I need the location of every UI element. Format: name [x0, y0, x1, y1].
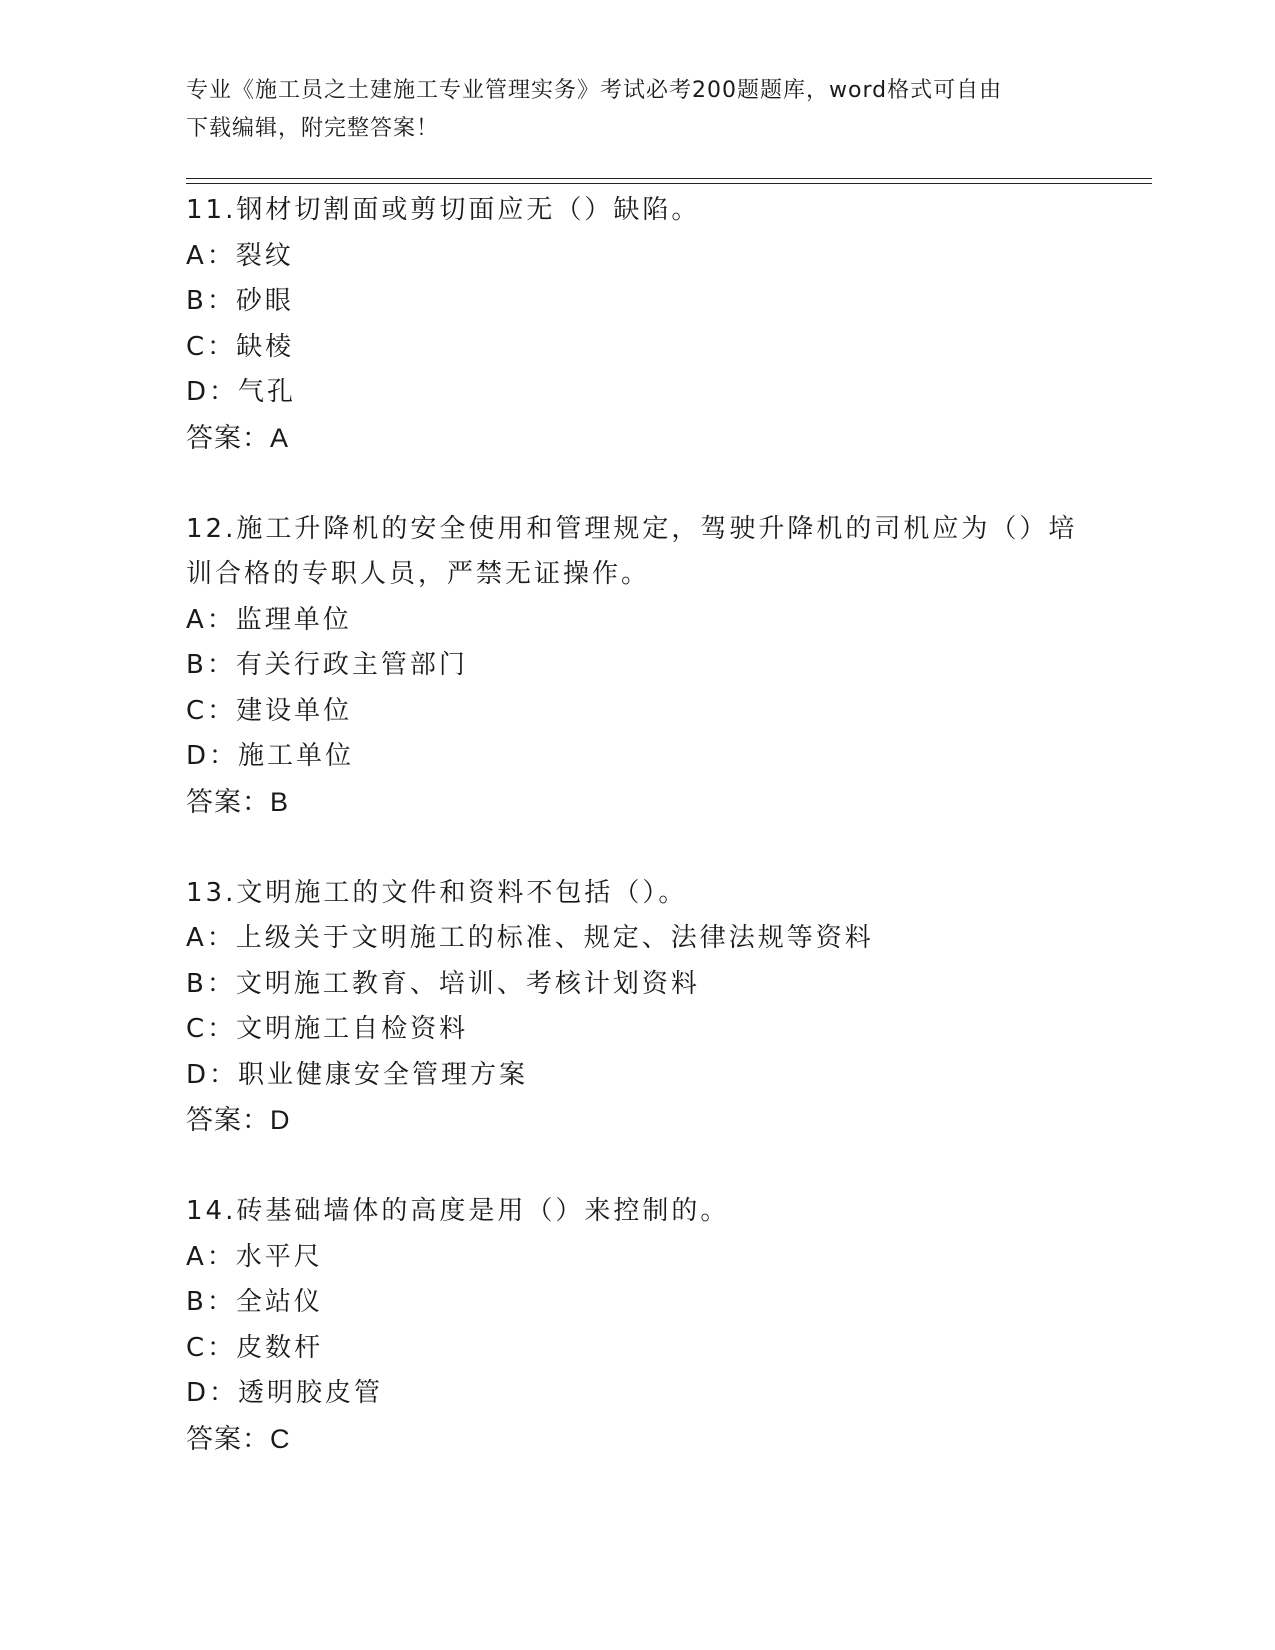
- question-stem: 12.施工升降机的安全使用和管理规定，驾驶升降机的司机应为（）培: [186, 513, 1078, 544]
- header-divider-top: [186, 178, 1152, 179]
- option-d: D：透明胶皮管: [186, 1378, 384, 1408]
- question-stem: 14.砖基础墙体的高度是用（）来控制的。: [186, 1196, 730, 1226]
- question-12: [186, 507, 1086, 871]
- answer-text: 答案：C: [186, 1423, 291, 1454]
- question-stem-continued: 训合格的专职人员，严禁无证操作。: [186, 559, 651, 589]
- option-c: C：皮数杆: [186, 1332, 324, 1363]
- question-11: [186, 188, 1086, 507]
- option-b: B：文明施工教育、培训、考核计划资料: [186, 968, 700, 999]
- answer-text: 答案：B: [186, 786, 290, 817]
- option-d: D：气孔: [186, 377, 297, 407]
- document-header: [186, 72, 1066, 148]
- spacer: [186, 461, 1086, 507]
- answer-text: 答案：A: [186, 422, 290, 453]
- option-b: B：全站仪: [186, 1287, 323, 1317]
- option-d: D：施工单位: [186, 741, 355, 771]
- question-list: [186, 188, 1086, 1462]
- option-a: A：裂纹: [186, 240, 294, 271]
- spacer: [186, 825, 1086, 871]
- option-c: C：建设单位: [186, 695, 353, 726]
- answer-text: 答案：D: [186, 1105, 291, 1135]
- option-b: B：有关行政主管部门: [186, 650, 468, 680]
- spacer: [186, 1144, 1086, 1190]
- question-stem: 13.文明施工的文件和资料不包括（）。: [186, 877, 688, 908]
- question-13: [186, 871, 1086, 1190]
- header-line-2: 下载编辑，附完整答案！: [186, 116, 440, 141]
- option-c: C：缺棱: [186, 331, 295, 362]
- option-a: A：上级关于文明施工的标准、规定、法律法规等资料: [186, 923, 874, 953]
- question-stem: 11.钢材切割面或剪切面应无（）缺陷。: [186, 195, 701, 225]
- header-line-1: 专业《施工员之土建施工专业管理实务》考试必考200题题库，word格式可自由: [186, 78, 1003, 103]
- option-a: A：监理单位: [186, 604, 352, 635]
- option-c: C：文明施工自检资料: [186, 1014, 469, 1044]
- question-14: [186, 1189, 1086, 1462]
- option-a: A：水平尺: [186, 1241, 323, 1272]
- option-d: D：职业健康安全管理方案: [186, 1059, 529, 1090]
- option-b: B：砂眼: [186, 286, 294, 316]
- header-divider-bottom: [186, 183, 1152, 184]
